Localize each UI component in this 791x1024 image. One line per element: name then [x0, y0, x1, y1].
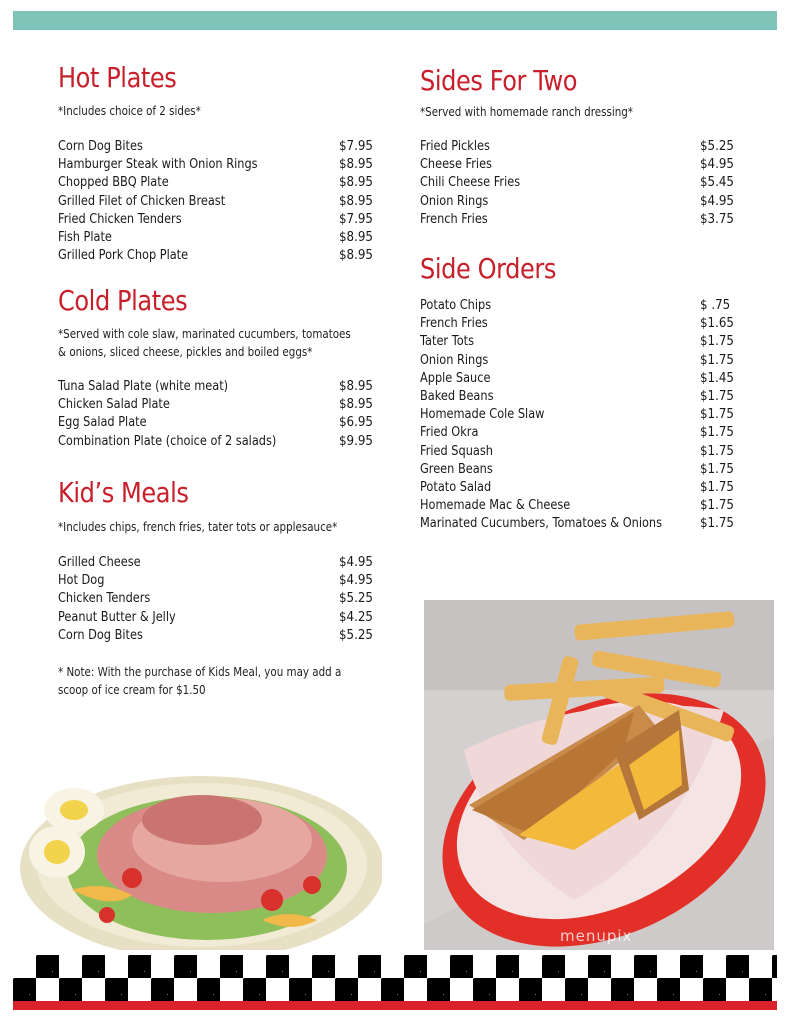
menu-item-name: Chicken Salad Plate	[58, 397, 170, 413]
menu-item-price: $1.65	[700, 316, 734, 332]
menu-item	[420, 156, 740, 174]
menu-item	[58, 211, 380, 229]
menu-item	[58, 627, 380, 645]
sides-for-two-items	[420, 138, 740, 229]
menu-item-name: Onion Rings	[420, 193, 489, 209]
menu-item-name: Chopped BBQ Plate	[58, 175, 169, 191]
hot-plates-note: *Includes choice of 2 sides*	[58, 104, 201, 118]
checkerboard-border	[13, 955, 777, 1001]
menu-item-name: French Fries	[420, 211, 488, 227]
menu-item-name: Tuna Salad Plate (white meat)	[58, 379, 229, 394]
menu-item	[420, 211, 740, 229]
menu-item-price: $4.95	[339, 573, 373, 589]
menu-item-price: $4.95	[700, 157, 734, 173]
menu-item	[420, 297, 740, 315]
menu-item	[58, 590, 380, 608]
side-orders-items	[420, 297, 740, 533]
cold-plates-note: *Served with cole slaw, marinated cucumbers, tomatoes & onions, sliced cheese, pickles and boiled eggs*	[58, 327, 351, 359]
menu-item	[420, 193, 740, 211]
menu-item-price: $1.75	[700, 388, 734, 404]
menu-item-name: Homemade Mac & Cheese	[420, 498, 571, 514]
menu-item-price: $1.75	[700, 407, 734, 423]
menu-item	[58, 378, 380, 396]
kids-meals-footnote: * Note: With the purchase of Kids Meal, you may add a scoop of ice cream for $1.50	[58, 665, 342, 697]
menu-item	[58, 138, 380, 156]
menu-item-name: Fried Chicken Tenders	[58, 211, 182, 227]
menu-item	[420, 406, 740, 424]
menu-item-price: $3.75	[700, 211, 734, 227]
menu-item-price: $5.45	[700, 175, 734, 191]
menu-item	[58, 414, 380, 432]
menu-item	[58, 156, 380, 174]
chef-salad-photo	[12, 750, 382, 950]
menu-item	[420, 315, 740, 333]
menu-item-name: Corn Dog Bites	[58, 139, 143, 154]
menu-item-price: $1.75	[700, 516, 734, 532]
menu-item-price: $7.95	[339, 139, 373, 154]
menu-item	[58, 247, 380, 265]
menu-item	[420, 497, 740, 515]
hot-plates-section	[58, 61, 380, 264]
menu-item	[58, 174, 380, 192]
menu-item-price: $ .75	[700, 298, 731, 313]
menu-item	[420, 333, 740, 351]
menu-item-price: $5.25	[339, 591, 373, 607]
bottom-red-bar	[13, 1001, 777, 1010]
menu-item	[58, 433, 380, 451]
menu-item-price: $8.95	[339, 175, 373, 191]
menu-item-name: Grilled Filet of Chicken Breast	[58, 193, 226, 209]
menu-item-price: $8.95	[339, 193, 373, 209]
menu-item-name: Grilled Cheese	[58, 555, 141, 570]
menu-item-price: $8.95	[339, 157, 373, 173]
menu-item-price: $4.95	[700, 193, 734, 209]
menu-item-price: $1.75	[700, 461, 734, 477]
menu-item-price: $5.25	[339, 627, 373, 643]
menu-item-name: Corn Dog Bites	[58, 627, 143, 643]
menu-item-price: $5.25	[700, 139, 734, 154]
menu-item-price: $1.75	[700, 498, 734, 514]
kids-meals-items	[58, 554, 380, 645]
menu-item-name: Grilled Pork Chop Plate	[58, 248, 189, 264]
menu-item-price: $1.75	[700, 334, 734, 350]
menu-item-name: Potato Chips	[420, 298, 492, 313]
menu-item-price: $1.45	[700, 370, 734, 386]
side-orders-section	[420, 252, 740, 532]
menu-item-name: Peanut Butter & Jelly	[58, 609, 176, 625]
cold-plates-section	[58, 284, 380, 449]
menu-item-name: Combination Plate (choice of 2 salads)	[58, 433, 277, 449]
menu-item-name: Hot Dog	[58, 573, 105, 589]
menu-item-price: $9.95	[339, 433, 373, 449]
menu-item	[420, 352, 740, 370]
cold-plates-items	[58, 378, 380, 451]
menu-item-price: $4.25	[339, 609, 373, 625]
menu-item-price: $1.75	[700, 352, 734, 368]
menu-item	[420, 461, 740, 479]
cold-plates-title: Cold Plates	[58, 284, 188, 317]
top-teal-bar	[13, 11, 777, 30]
menu-item	[420, 370, 740, 388]
hot-plates-items	[58, 138, 380, 265]
menu-item-price: $1.75	[700, 443, 734, 459]
menu-item-name: Fish Plate	[58, 229, 112, 245]
menu-item-price: $1.75	[700, 479, 734, 495]
watermark-text: menupix	[560, 927, 633, 945]
menu-item-price: $6.95	[339, 415, 373, 431]
menu-item	[420, 443, 740, 461]
menu-item-name: Hamburger Steak with Onion Rings	[58, 157, 258, 173]
hot-plates-title: Hot Plates	[58, 61, 177, 94]
menu-item-name: Green Beans	[420, 461, 493, 477]
menu-item-price: $4.95	[339, 555, 373, 570]
menu-item-name: Homemade Cole Slaw	[420, 407, 545, 423]
menu-item-name: Fried Pickles	[420, 139, 490, 154]
menu-item-price: $8.95	[339, 248, 373, 264]
sides-for-two-note: *Served with homemade ranch dressing*	[420, 105, 633, 119]
menu-item-name: Chicken Tenders	[58, 591, 151, 607]
menu-item-price: $8.95	[339, 397, 373, 413]
menu-item	[420, 138, 740, 156]
menu-item-price: $8.95	[339, 229, 373, 245]
menu-item	[420, 424, 740, 442]
menu-item-name: Tater Tots	[420, 334, 474, 350]
menu-item-name: Potato Salad	[420, 479, 492, 495]
sides-for-two-title: Sides For Two	[420, 64, 578, 97]
menu-item	[58, 609, 380, 627]
menu-item	[58, 229, 380, 247]
menu-item	[420, 515, 740, 533]
menu-item	[420, 174, 740, 192]
menu-item-name: Chili Cheese Fries	[420, 175, 521, 191]
kids-meals-section	[58, 476, 380, 697]
menu-item-name: Fried Squash	[420, 443, 493, 459]
menu-item-name: Cheese Fries	[420, 157, 492, 173]
menu-item	[420, 479, 740, 497]
menu-item-name: Apple Sauce	[420, 370, 491, 386]
kids-meals-note: *Includes chips, french fries, tater tots or applesauce*	[58, 520, 338, 534]
menu-item-price: $8.95	[339, 379, 373, 394]
sides-for-two-section	[420, 64, 740, 227]
menu-item-name: Egg Salad Plate	[58, 415, 147, 431]
menu-item-name: Onion Rings	[420, 352, 489, 368]
menu-item-name: Fried Okra	[420, 425, 479, 441]
menu-item-name: Marinated Cucumbers, Tomatoes & Onions	[420, 516, 663, 532]
menu-item	[58, 572, 380, 590]
menu-item-price: $7.95	[339, 211, 373, 227]
menu-item	[58, 554, 380, 572]
menu-item-price: $1.75	[700, 425, 734, 441]
menu-item	[58, 396, 380, 414]
menu-item	[58, 193, 380, 211]
kids-meals-title: Kid’s Meals	[58, 476, 189, 509]
menu-item	[420, 388, 740, 406]
grilled-cheese-photo	[424, 600, 774, 950]
menu-item-name: Baked Beans	[420, 388, 494, 404]
menu-item-name: French Fries	[420, 316, 488, 332]
side-orders-title: Side Orders	[420, 252, 556, 285]
